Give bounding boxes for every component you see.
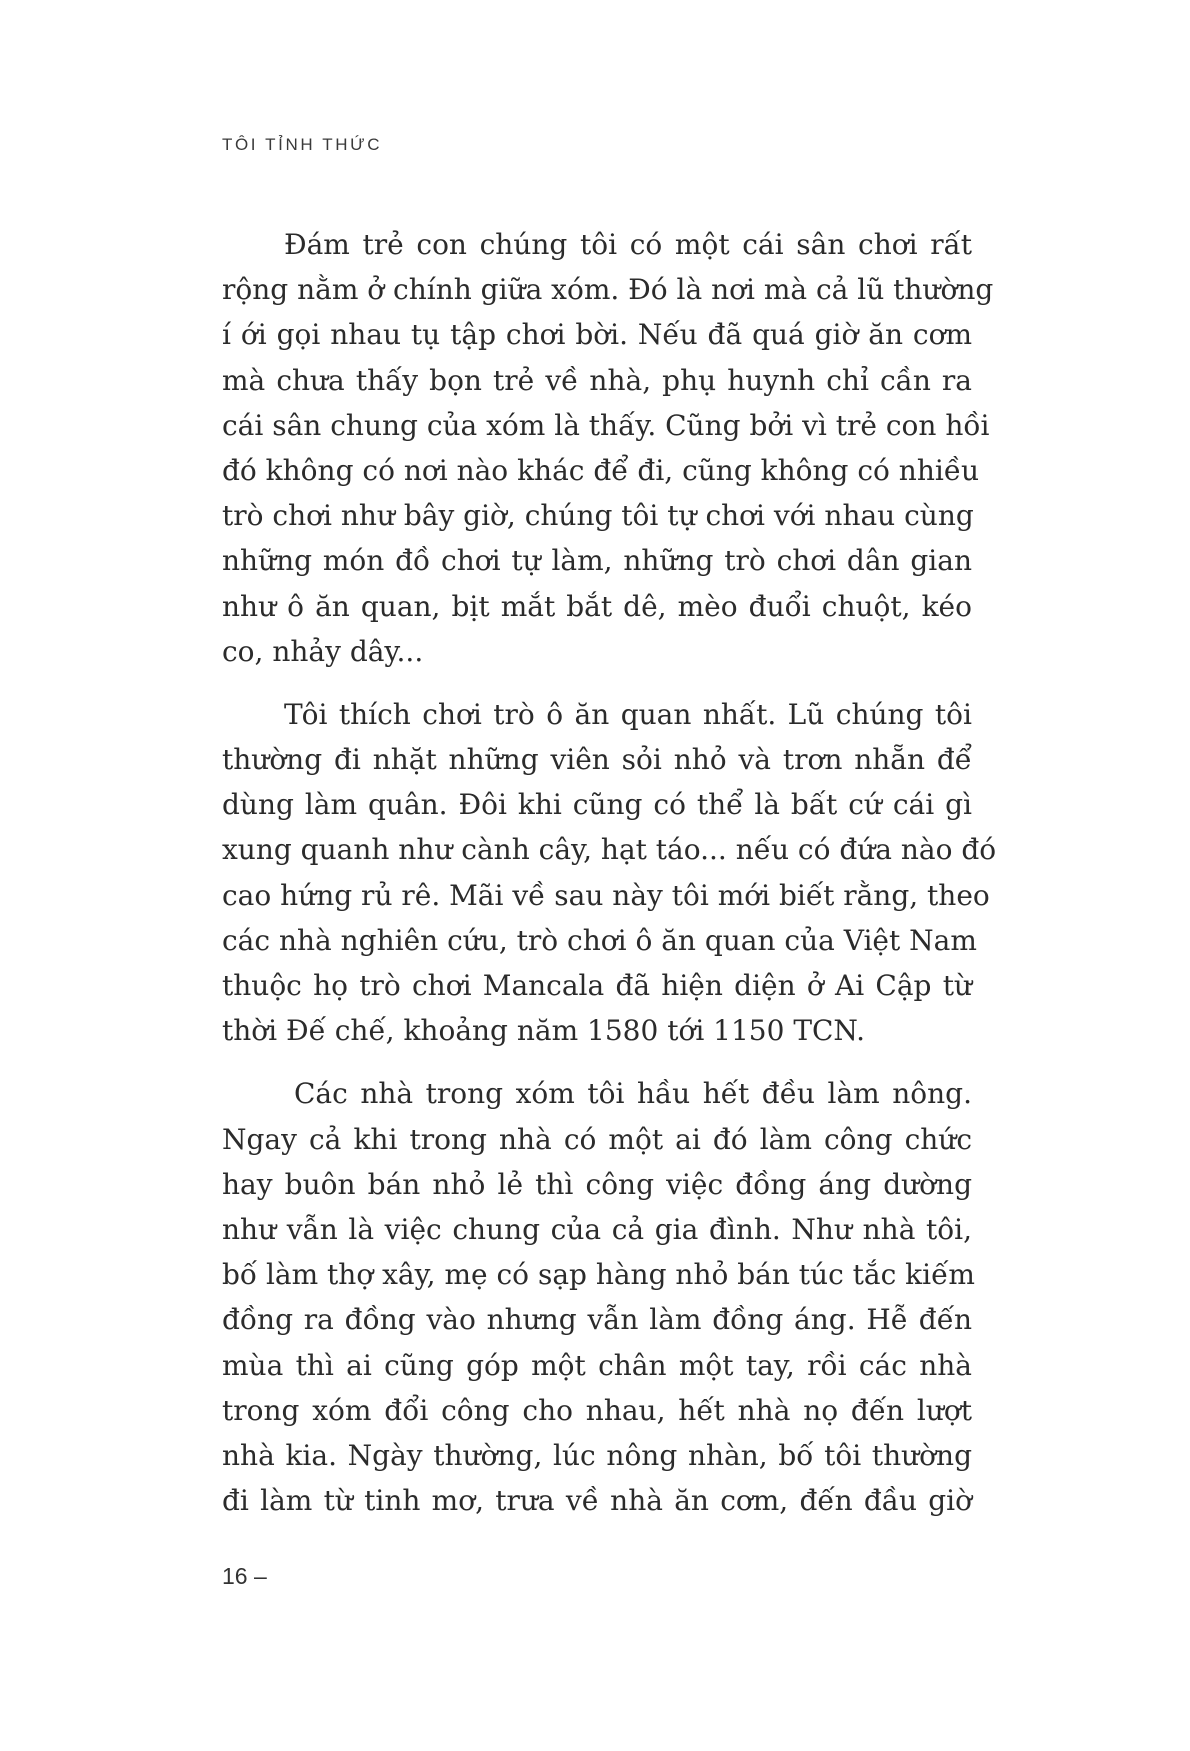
text-line: mà chưa thấy bọn trẻ về nhà, phụ huynh chỉ cần ra — [222, 363, 972, 397]
text-line: Tôi thích chơi trò ô ăn quan nhất. Lũ chúng tôi — [284, 697, 972, 731]
text-line: thuộc họ trò chơi Mancala đã hiện diện ở Ai Cập từ — [222, 969, 972, 1002]
text-line: đồng ra đồng vào nhưng vẫn làm đồng áng. Hễ đến — [222, 1303, 972, 1337]
paragraph-3 — [222, 1071, 975, 1523]
text-line: dùng làm quân. Đôi khi cũng có thể là bất cứ cái gì — [222, 788, 972, 822]
text-line: cái sân chung của xóm là thấy. Cũng bởi vì trẻ con hồi — [222, 408, 990, 442]
text-line: Đám trẻ con chúng tôi có một cái sân chơi rất — [284, 228, 972, 261]
paragraph-2 — [222, 692, 997, 1054]
text-line: thời Đế chế, khoảng năm 1580 tới 1150 TCN. — [222, 1014, 866, 1048]
text-line: trong xóm đổi công cho nhau, hết nhà nọ đến lượt — [222, 1393, 972, 1427]
text-line: Ngay cả khi trong nhà có một ai đó làm công chức — [222, 1122, 972, 1156]
text-line: các nhà nghiên cứu, trò chơi ô ăn quan của Việt Nam — [222, 923, 977, 957]
text-line: mùa thì ai cũng góp một chân một tay, rồi các nhà — [222, 1348, 972, 1382]
text-line: xung quanh như cành cây, hạt táo... nếu có đứa nào đó — [222, 833, 997, 867]
paragraph-1 — [222, 222, 994, 674]
text-line: Các nhà trong xóm tôi hầu hết đều làm nông. — [294, 1077, 972, 1111]
text-line: co, nhảy dây... — [222, 634, 424, 668]
text-line: hay buôn bán nhỏ lẻ thì công việc đồng áng dường — [222, 1167, 972, 1201]
text-line: đi làm từ tinh mơ, trưa về nhà ăn cơm, đến đầu giờ — [222, 1484, 972, 1518]
body-text — [222, 222, 997, 1523]
text-line: í ới gọi nhau tụ tập chơi bời. Nếu đã quá giờ ăn cơm — [222, 318, 972, 352]
text-line: những món đồ chơi tự làm, những trò chơi dân gian — [222, 544, 972, 578]
text-line: thường đi nhặt những viên sỏi nhỏ và trơn nhẵn để — [222, 743, 972, 777]
text-line: đó không có nơi nào khác để đi, cũng không có nhiều — [222, 453, 980, 487]
running-header: TÔI TỈNH THỨC — [222, 135, 383, 154]
text-line: trò chơi như bây giờ, chúng tôi tự chơi với nhau cùng — [222, 499, 974, 533]
text-line: như ô ăn quan, bịt mắt bắt dê, mèo đuổi chuột, kéo — [222, 589, 972, 623]
text-line: bố làm thợ xây, mẹ có sạp hàng nhỏ bán túc tắc kiếm — [222, 1258, 975, 1292]
text-line: như vẫn là việc chung của cả gia đình. Như nhà tôi, — [222, 1212, 972, 1246]
page-number: 16 – — [222, 1563, 267, 1589]
text-line: rộng nằm ở chính giữa xóm. Đó là nơi mà cả lũ thường — [222, 273, 994, 307]
text-line: nhà kia. Ngày thường, lúc nông nhàn, bố tôi thường — [222, 1438, 972, 1472]
text-line: cao hứng rủ rê. Mãi về sau này tôi mới biết rằng, theo — [222, 878, 990, 912]
